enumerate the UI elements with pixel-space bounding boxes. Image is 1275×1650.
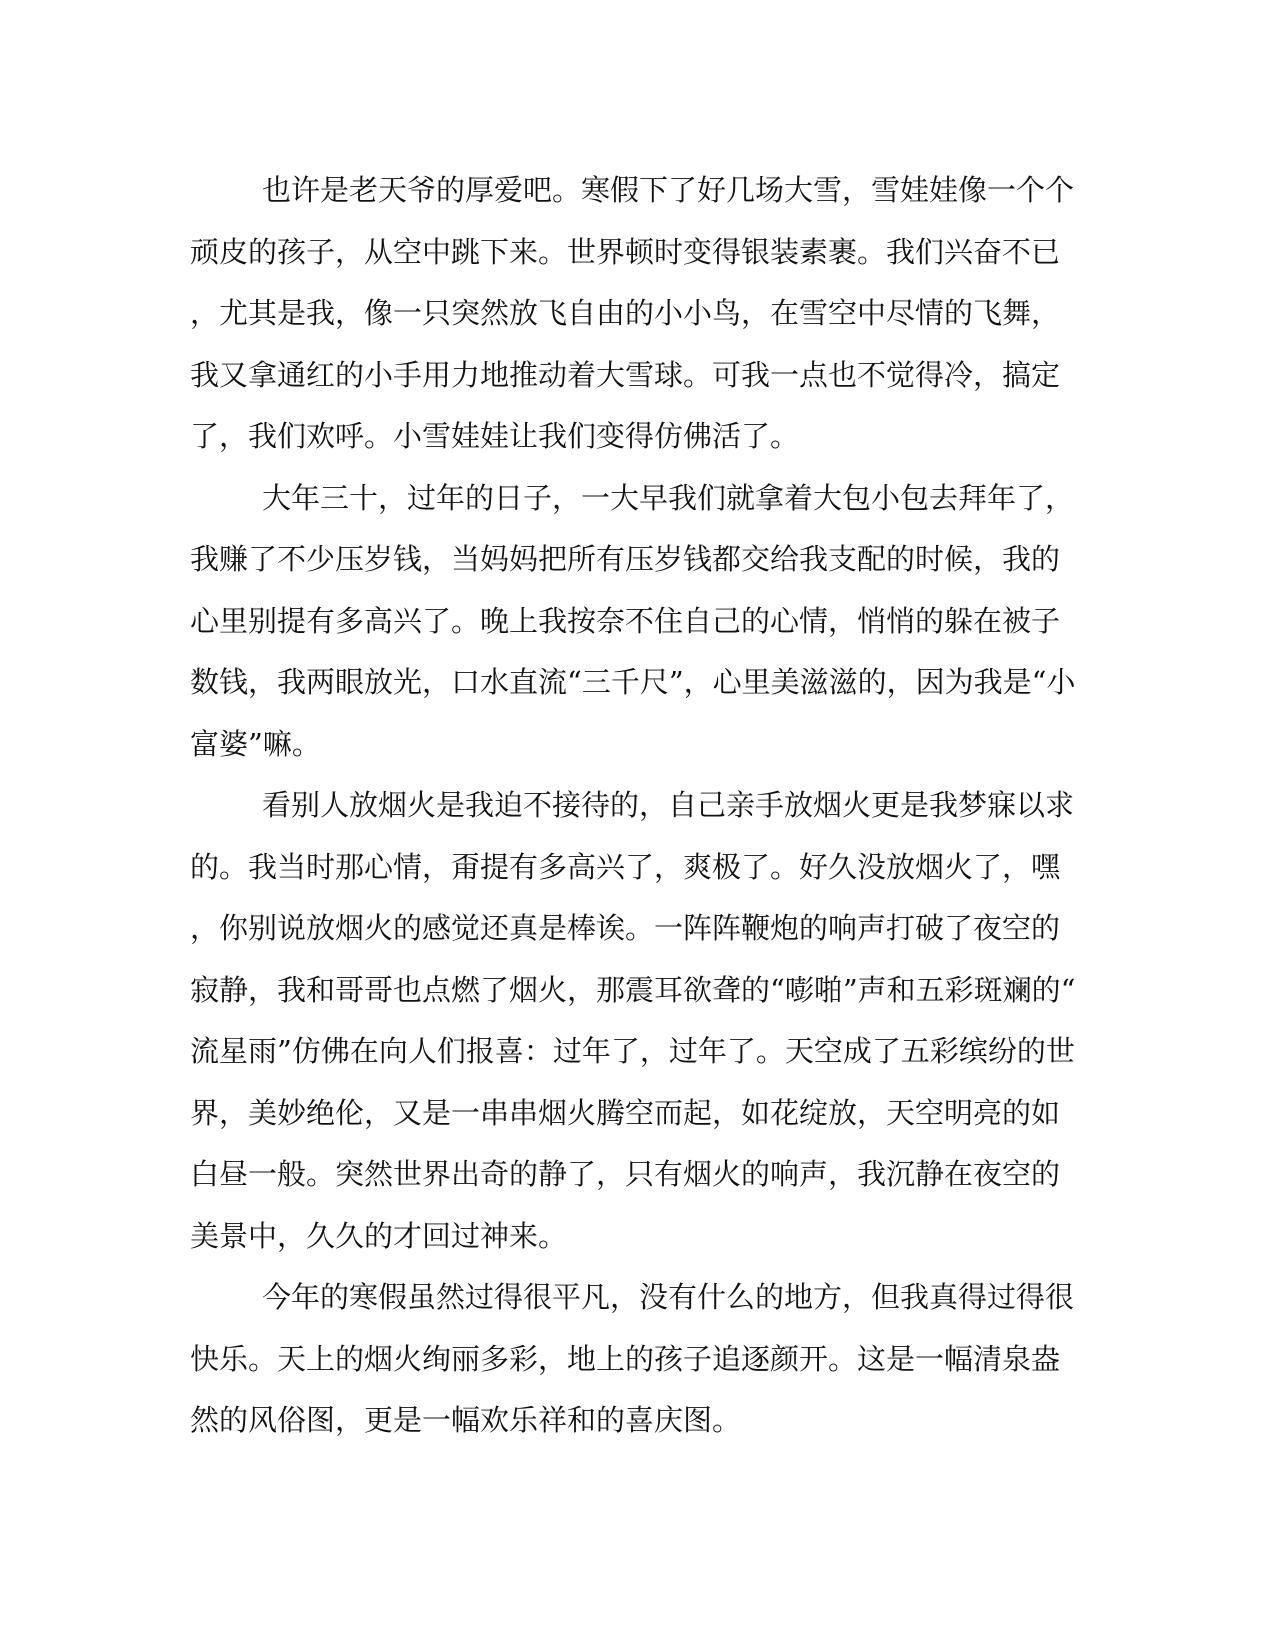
text-line: 界，美妙绝伦，又是一串串烟火腾空而起，如花绽放，天空明亮的如 xyxy=(190,1095,1061,1130)
document-body xyxy=(190,160,1090,1452)
paragraph xyxy=(190,1267,1090,1452)
text-line: 数钱，我两眼放光，口水直流“三千尺”，心里美滋滋的，因为我是“小 xyxy=(190,665,1076,699)
paragraph xyxy=(190,468,1090,776)
text-line: 富婆”嘛。 xyxy=(190,726,321,761)
text-line: 心里别提有多高兴了。晚上我按奈不住自己的心情，悄悄的躲在被子 xyxy=(190,603,1061,638)
text-line: 寂静，我和哥哥也点燃了烟火，那震耳欲聋的“嘭啪”声和五彩斑斓的“ xyxy=(190,972,1076,1007)
text-line: 大年三十，过年的日子，一大早我们就拿着大包小包去拜年了， xyxy=(262,480,1075,515)
text-line: 白昼一般。突然世界出奇的静了，只有烟火的响声，我沉静在夜空的 xyxy=(190,1157,1061,1191)
text-line: 我又拿通红的小手用力地推动着大雪球。可我一点也不觉得冷，搞定 xyxy=(190,357,1061,392)
text-line: 然的风俗图，更是一幅欢乐祥和的喜庆图。 xyxy=(190,1403,742,1437)
text-line: 快乐。天上的烟火绚丽多彩，地上的孩子追逐颜开。这是一幅清泉盎 xyxy=(190,1341,1061,1376)
text-line: 今年的寒假虽然过得很平凡，没有什么的地方，但我真得过得很 xyxy=(262,1280,1075,1314)
text-line: 了，我们欢呼。小雪娃娃让我们变得仿佛活了。 xyxy=(190,419,800,453)
paragraph xyxy=(190,775,1090,1267)
paragraph xyxy=(190,160,1090,468)
text-line: 的。我当时那心情，甭提有多高兴了，爽极了。好久没放烟火了，嘿 xyxy=(190,849,1061,884)
text-line: 也许是老天爷的厚爱吧。寒假下了好几场大雪，雪娃娃像一个个 xyxy=(262,173,1075,207)
text-line: 顽皮的孩子，从空中跳下来。世界顿时变得银装素裹。我们兴奋不已 xyxy=(190,234,1061,269)
text-line: 流星雨”仿佛在向人们报喜：过年了，过年了。天空成了五彩缤纷的世 xyxy=(190,1034,1075,1068)
text-line: 美景中，久久的才回过神来。 xyxy=(190,1218,568,1253)
text-line: ，你别说放烟火的感觉还真是棒诶。一阵阵鞭炮的响声打破了夜空的 xyxy=(190,911,1061,945)
text-line: 看别人放烟火是我迫不接待的，自己亲手放烟火更是我梦寐以求 xyxy=(262,788,1075,822)
text-line: ，尤其是我，像一只突然放飞自由的小小鸟，在雪空中尽情的飞舞， xyxy=(190,296,1061,330)
text-line: 我赚了不少压岁钱，当妈妈把所有压岁钱都交给我支配的时候，我的 xyxy=(190,542,1061,576)
